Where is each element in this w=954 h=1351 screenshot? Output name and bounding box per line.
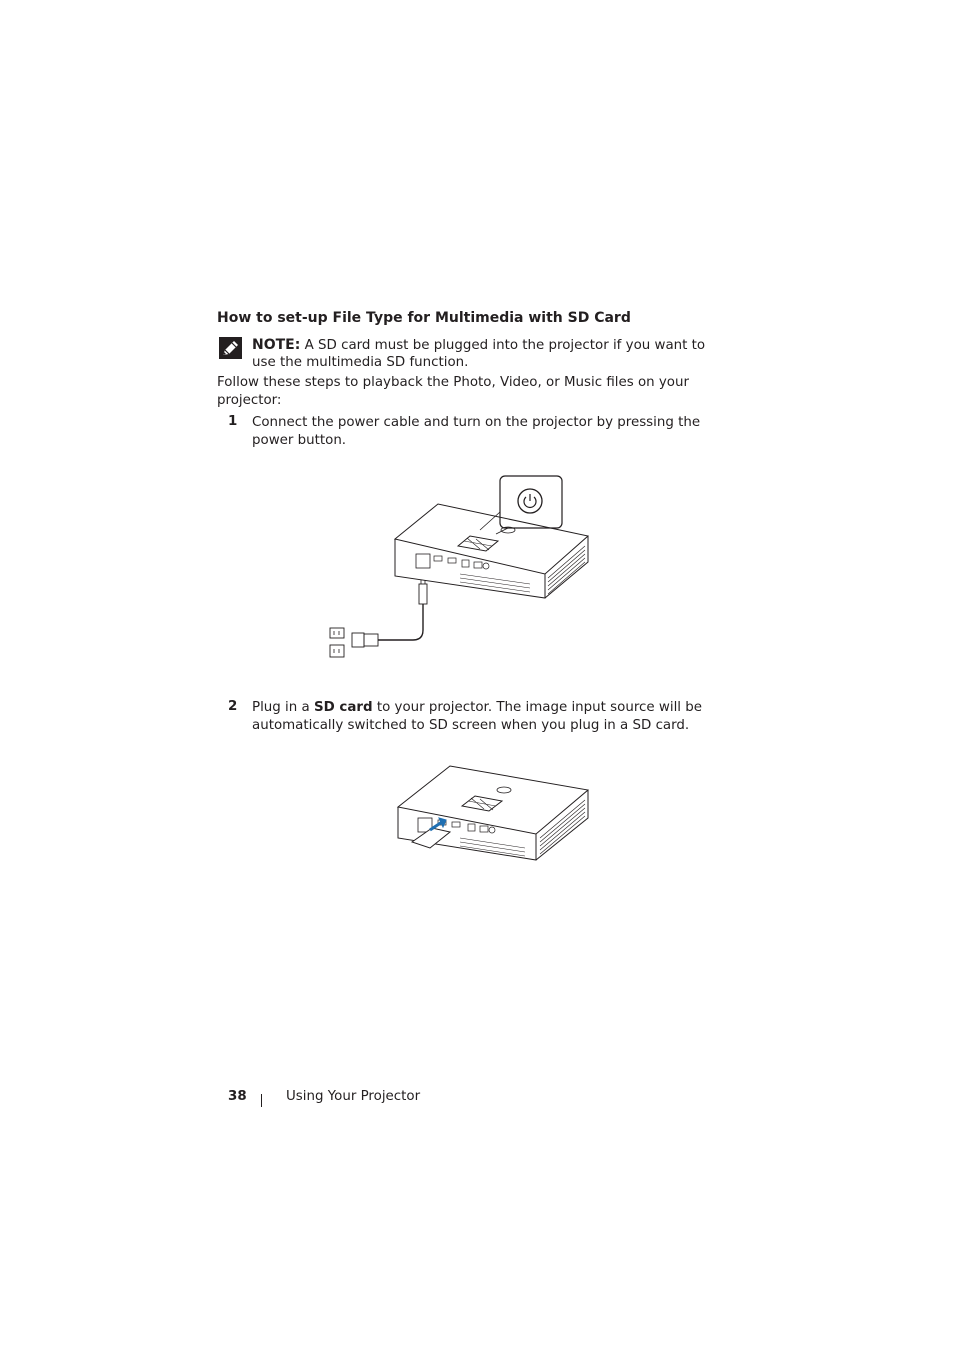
section-heading: How to set-up File Type for Multimedia with SD Card [217,310,631,326]
step-number: 1 [228,414,238,429]
footer-divider [261,1094,262,1107]
intro-paragraph: Follow these steps to playback the Photo, Video, or Music files on your projector: [217,375,689,408]
step-keyword: SD card [313,700,373,715]
page-number: 38 [228,1089,247,1104]
step-text-before: Plug in a [252,700,314,715]
pencil-note-icon [219,337,242,359]
step-text: Connect the power cable and turn on the projector by pressing the power button. [252,415,701,448]
note-body: A SD card must be plugged into the projector if you want to use the multimedia SD function. [252,338,706,370]
note-label: NOTE: [252,337,301,353]
step-number: 2 [228,699,238,714]
step-text-after: to your projector. The image input source will be automatically switched to SD screen when you plug in a SD card. [252,700,702,733]
power-icon [518,489,542,513]
step-text [252,699,702,735]
projector-sd-card-illustration [390,760,600,870]
chapter-title: Using Your Projector [286,1089,421,1104]
projector-power-illustration [320,470,600,665]
note-text [252,337,722,371]
